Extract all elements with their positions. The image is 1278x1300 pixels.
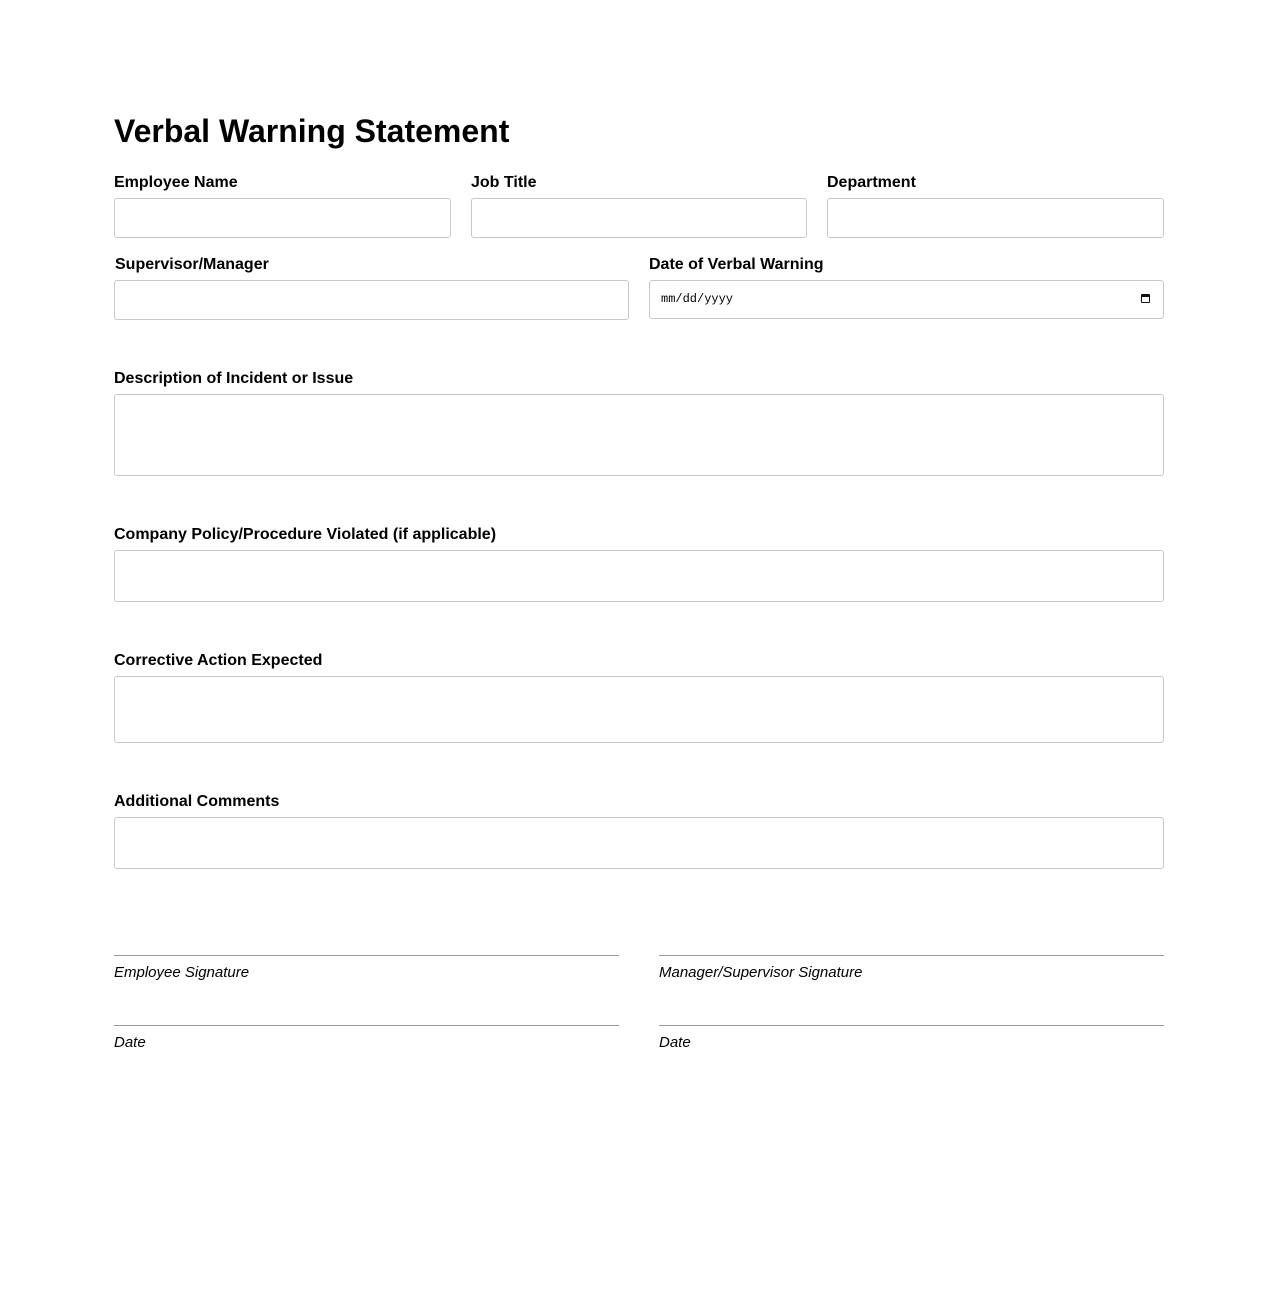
department-input[interactable] — [827, 198, 1164, 238]
employee-date-line[interactable] — [114, 1025, 619, 1026]
manager-signature-line[interactable] — [659, 955, 1164, 956]
calendar-icon[interactable] — [1141, 294, 1150, 303]
employee-signature-label: Employee Signature — [114, 964, 250, 981]
supervisor-input[interactable] — [114, 280, 629, 320]
comments-textarea[interactable] — [114, 817, 1164, 869]
employee-name-label: Employee Name — [114, 174, 238, 191]
manager-signature-label: Manager/Supervisor Signature — [659, 964, 863, 981]
page-title: Verbal Warning Statement — [114, 113, 510, 149]
job-title-input[interactable] — [471, 198, 807, 238]
employee-name-input[interactable] — [114, 198, 451, 238]
description-label: Description of Incident or Issue — [114, 370, 354, 387]
date-input[interactable] — [649, 280, 1164, 319]
date-placeholder: mm/dd/yyyy — [661, 292, 734, 306]
supervisor-label: Supervisor/Manager — [115, 256, 269, 273]
employee-signature-line[interactable] — [114, 955, 619, 956]
corrective-textarea[interactable] — [114, 676, 1164, 743]
policy-textarea[interactable] — [114, 550, 1164, 602]
date-label: Date of Verbal Warning — [649, 256, 824, 273]
employee-date-label: Date — [114, 1034, 146, 1051]
manager-date-label: Date — [659, 1034, 691, 1051]
manager-date-line[interactable] — [659, 1025, 1164, 1026]
job-title-label: Job Title — [471, 174, 537, 191]
policy-label: Company Policy/Procedure Violated (if applicable) — [114, 526, 497, 543]
description-textarea[interactable] — [114, 394, 1164, 476]
comments-label: Additional Comments — [114, 793, 280, 810]
corrective-label: Corrective Action Expected — [114, 652, 323, 669]
department-label: Department — [827, 174, 916, 191]
